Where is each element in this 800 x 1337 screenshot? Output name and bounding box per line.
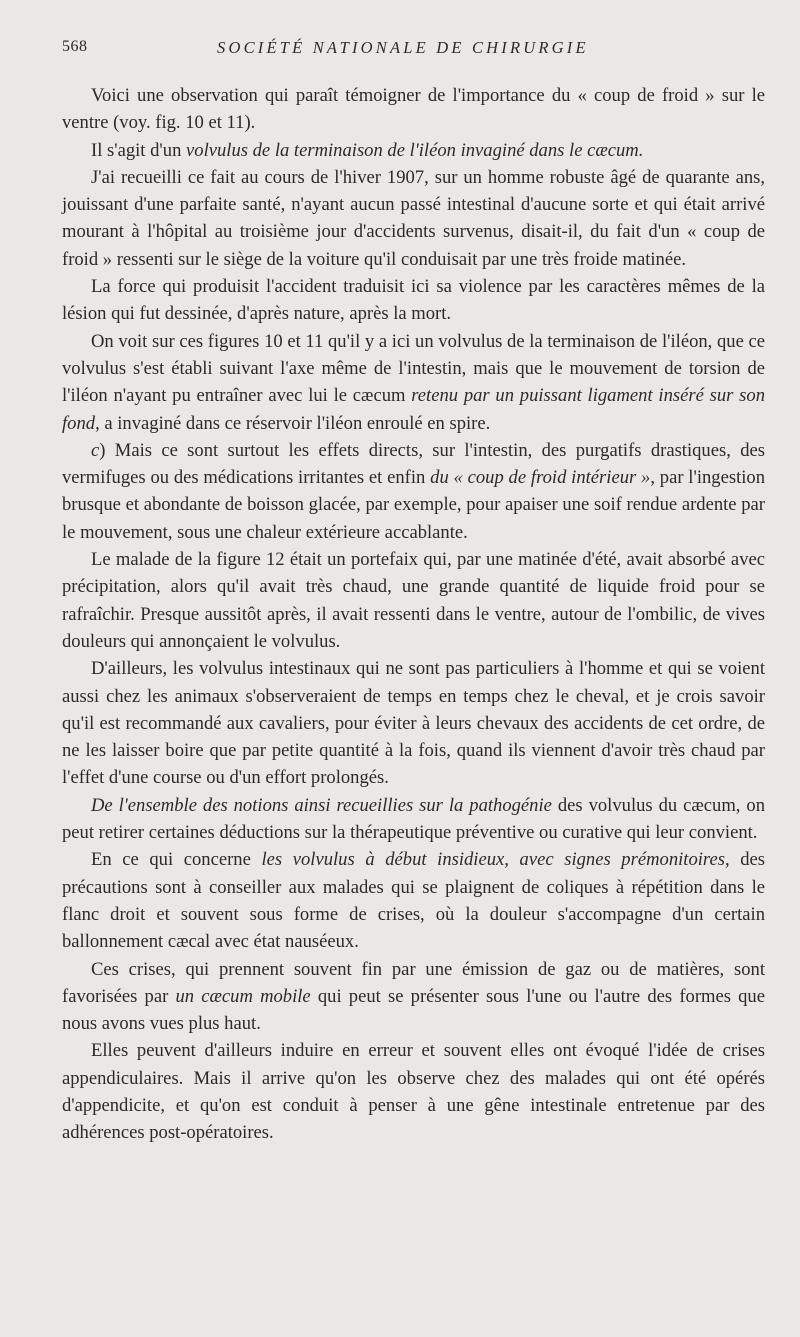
text-run: J'ai recueilli ce fait au cours de l'hiver 1907, sur un homme robuste âgé de quarante ans, jouissant d'une parfaite santé, n'ayant aucun passé intestinal d'aucune sorte et qui était arrivé mourant à l'hôpital au troisième jour d'accidents survenus, disait-il, du fait d'un « coup de froid » ressenti sur le siège de la voiture qu'il conduisait par une très froide matinée.: [62, 166, 765, 270]
paragraph: [62, 655, 765, 791]
text-run: Il s'agit d'un: [91, 139, 187, 161]
paragraph: [62, 546, 765, 655]
italic-text: volvulus de la terminaison de l'iléon invaginé dans le cæcum.: [186, 139, 644, 161]
italic-text: du « coup de froid intérieur »: [430, 467, 651, 489]
paragraph: [62, 437, 765, 546]
italic-text: De l'ensemble des notions ainsi recueillies sur la pathogénie: [91, 794, 552, 816]
page-header: [62, 38, 762, 60]
paragraph: [62, 273, 765, 328]
text-run: qui peut se présenter sous l'une ou l'autre des formes que nous avons vues plus haut.: [62, 985, 765, 1035]
italic-text: un cæcum mobile: [175, 985, 311, 1007]
italic-text: les volvulus à début insidieux, avec signes prémonitoires: [261, 849, 725, 871]
running-title: SOCIÉTÉ NATIONALE DE CHIRURGIE: [217, 38, 589, 57]
text-run: ) Mais ce sont surtout les effets directs, sur l'intestin, des purgatifs drastiques, des vermifuges ou des médications irritantes et enfin: [62, 439, 765, 489]
paragraph: [62, 792, 765, 847]
text-run: des volvulus du cæcum, on peut retirer certaines déductions sur la thérapeutique préventive ou curative qui leur convient.: [62, 794, 765, 844]
text-run: Voici une observation qui paraît témoigner de l'importance du « coup de froid » sur le ventre (voy. fig. 10 et 11).: [62, 85, 765, 134]
paragraph: [62, 956, 765, 1038]
paragraph: [62, 164, 765, 273]
body-text: [62, 82, 765, 1147]
italic-text: c: [91, 439, 100, 461]
italic-text: retenu par un puissant ligament inséré sur son fond: [62, 385, 765, 434]
paragraph: [62, 82, 765, 137]
page-number: 568: [62, 38, 88, 55]
paragraph: [62, 1037, 765, 1146]
text-run: , des précautions sont à conseiller aux malades qui se plaignent de coliques à répétition dans le flanc droit et souvent sous forme de crises, où la douleur s'accompagne d'un certain ballonnement cæcal avec état nauséeux.: [62, 849, 766, 953]
text-run: On voit sur ces figures 10 et 11 qu'il y a ici un volvulus de la terminaison de l'iléon, que ce volvulus s'est établi suivant l'axe même de l'intestin, mais que le mouvement de torsion de l'iléon n'ayant pu entraîner avec lui le cæcum: [62, 330, 765, 407]
text-run: Elles peuvent d'ailleurs induire en erreur et souvent elles ont évoqué l'idée de crises appendiculaires. Mais il arrive qu'on les observe chez des malades qui ont été opérés d'appendicite, et qu'on est conduit à penser à une gêne intestinale entretenue par des adhérences post-opératoires.: [62, 1040, 765, 1144]
paragraph: [62, 846, 765, 955]
paragraph: [62, 328, 765, 437]
text-run: , a invaginé dans ce réservoir l'iléon enroulé en spire.: [95, 412, 491, 434]
paragraph: [62, 137, 765, 164]
text-run: D'ailleurs, les volvulus intestinaux qui ne sont pas particuliers à l'homme et qui se voient aussi chez les animaux s'observeraient de temps en temps chez le cheval, et je crois savoir qu'il est recommandé aux cavaliers, pour éviter à leurs chevaux des accidents de cet ordre, de ne les laisser boire que par petite quantité à la fois, quand ils viennent d'avoir très chaud par l'effet d'une course ou d'un effort prolongés.: [62, 658, 765, 789]
text-run: Ces crises, qui prennent souvent fin par une émission de gaz ou de matières, sont favorisées par: [62, 958, 765, 1007]
text-run: , par l'ingestion brusque et abondante de boisson glacée, par exemple, pour apaiser une soif rendue ardente par le mouvement, sous une chaleur extérieure accablante.: [62, 467, 765, 543]
text-run: La force qui produisit l'accident traduisit ici sa violence par les caractères mêmes de la lésion qui fut dessinée, d'après nature, après la mort.: [62, 276, 765, 325]
text-run: En ce qui concerne: [91, 849, 262, 871]
text-run: Le malade de la figure 12 était un portefaix qui, par une matinée d'été, avait absorbé avec précipitation, alors qu'il avait très chaud, une grande quantité de liquide froid pour se rafraîchir. Presque aussitôt après, il avait ressenti dans le ventre, autour de l'ombilic, de vives douleurs qui annonçaient le volvulus.: [62, 549, 765, 652]
